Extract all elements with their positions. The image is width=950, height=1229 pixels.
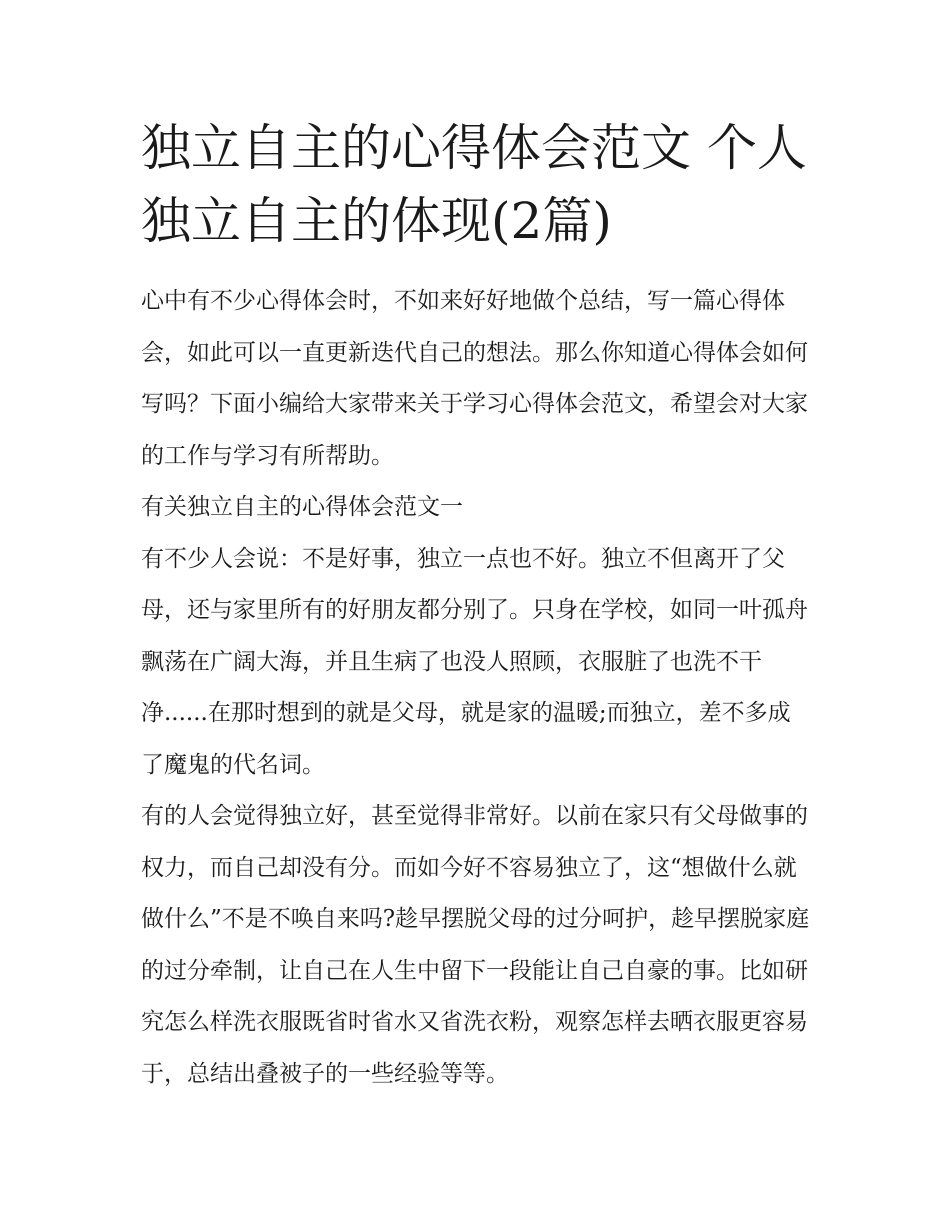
- document-title: 独立自主的心得体会范文 个人独立自主的体现(2篇): [141, 119, 807, 250]
- body-paragraph: 有不少人会说：不是好事，独立一点也不好。独立不但离开了父母，还与家里所有的好朋友都分别了。只身在学校，如同一叶孤舟飘荡在广阔大海，并且生病了也没人照顾，衣服脏了也洗不干净......在那时想到的就是父母，就是家的温暖;而独立，差不多成了魔鬼的代名词。: [141, 545, 808, 778]
- document-page: [141, 112, 813, 1100]
- body-paragraph: 有的人会觉得独立好，甚至觉得非常好。以前在家只有父母做事的权力，而自己却没有分。而如今好不容易独立了，这“想做什么就做什么”不是不唤自来吗?趁早摆脱父母的过分呵护，趁早摆脱家庭的过分牵制，让自己在人生中留下一段能让自己自豪的事。比如研究怎么样洗衣服既省时省水又省洗衣粉，观察怎样去晒衣服更容易于，总结出叠被子的一些经验等等。: [141, 803, 810, 1087]
- section-heading: 有关独立自主的心得体会范文一: [141, 494, 463, 520]
- intro-paragraph: 心中有不少心得体会时，不如来好好地做个总结，写一篇心得体会，如此可以一直更新迭代自己的想法。那么你知道心得体会如何写吗？下面小编给大家带来关于学习心得体会范文，希望会对大家的工作与学习有所帮助。: [141, 288, 808, 469]
- document-body: [141, 276, 813, 1100]
